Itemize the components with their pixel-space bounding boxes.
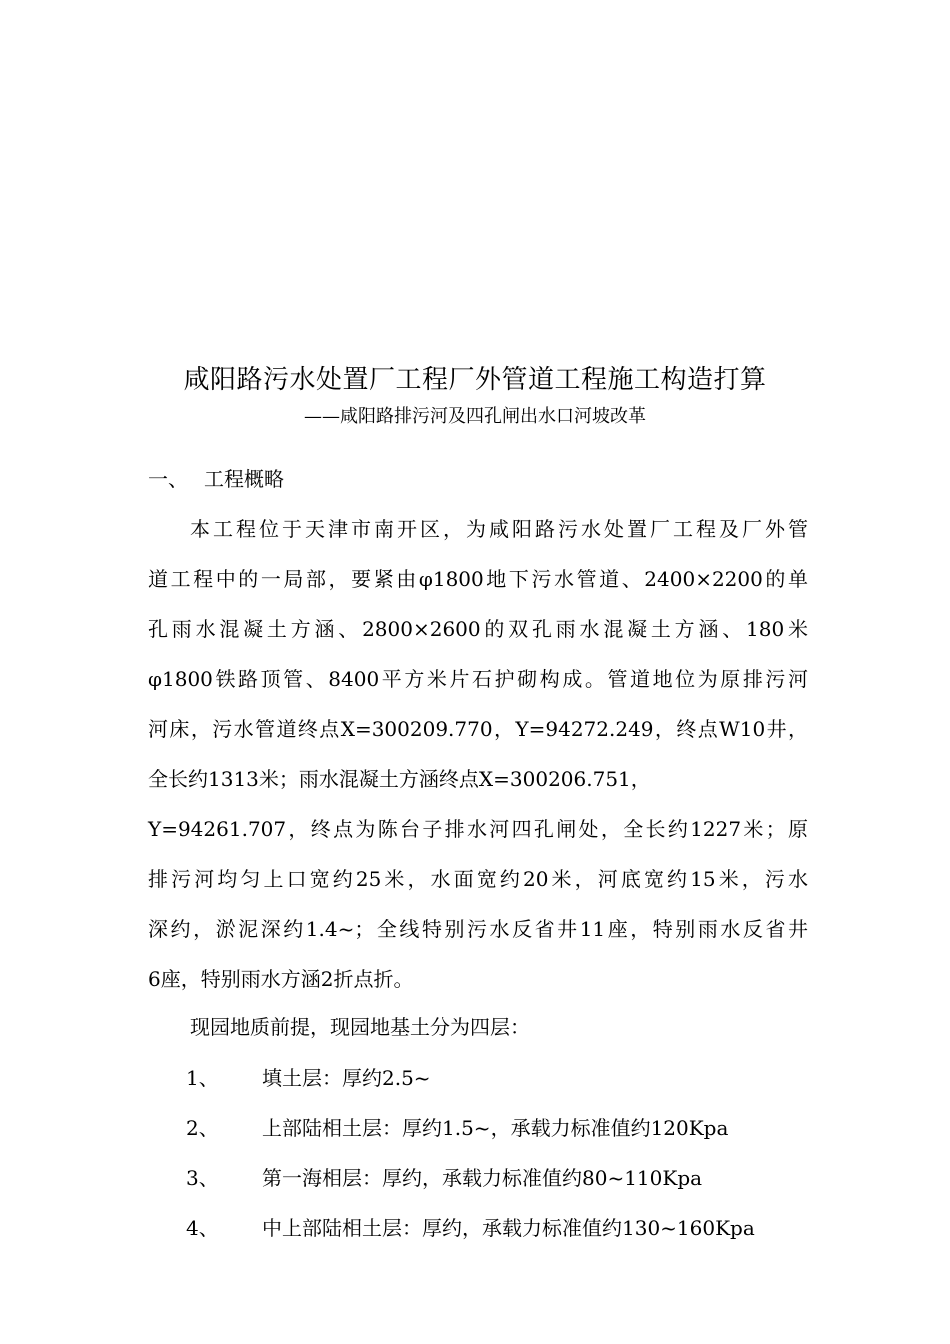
geology-intro: 现园地质前提，现园地基土分为四层：	[190, 1015, 530, 1039]
layer-text: 中上部陆相土层：厚约，承载力标准值约130~160Kpa	[262, 1216, 755, 1240]
paragraph-line: 孔雨水混凝土方涵、2800×2600的双孔雨水混凝土方涵、180米	[148, 617, 808, 641]
layer-item	[186, 1113, 728, 1143]
layer-item	[186, 1213, 755, 1243]
layer-item	[186, 1163, 702, 1193]
layer-text: 第一海相层：厚约，承载力标准值约80~110Kpa	[262, 1166, 703, 1190]
paragraph-line: 深约，淤泥深约1.4~；全线特别污水反省井11座，特别雨水反省井	[148, 917, 808, 941]
paragraph-line: 6座，特别雨水方涵2折点折。	[148, 967, 414, 991]
section-number: 一、	[148, 467, 188, 491]
paragraph-line: 道工程中的一局部，要紧由φ1800地下污水管道、2400×2200的单	[148, 567, 808, 591]
document-title: 咸阳路污水处置厂工程厂外管道工程施工构造打算	[183, 365, 767, 395]
paragraph-line: 排污河均匀上口宽约25米，水面宽约20米，河底宽约15米，污水	[148, 867, 808, 891]
section-heading	[148, 464, 284, 494]
layer-text: 上部陆相土层：厚约1.5~，承载力标准值约120Kpa	[262, 1116, 729, 1140]
paragraph-line: φ1800铁路顶管、8400平方米片石护砌构成。管道地位为原排污河	[148, 667, 808, 691]
layer-text: 填土层：厚约2.5~	[262, 1066, 431, 1090]
layer-number: 3、	[186, 1166, 219, 1190]
layer-number: 1、	[186, 1066, 219, 1090]
layer-number: 2、	[186, 1116, 219, 1140]
paragraph-line: 全长约1313米；雨水混凝土方涵终点X=300206.751，	[148, 767, 651, 791]
layer-item	[186, 1063, 431, 1093]
paragraph-line: 本工程位于天津市南开区，为咸阳路污水处置厂工程及厂外管	[190, 517, 808, 541]
paragraph-line: Y=94261.707，终点为陈台子排水河四孔闸处，全长约1227米；原	[148, 817, 808, 841]
document-subtitle: ——咸阳路排污河及四孔闸出水口河坡改革	[304, 406, 646, 427]
layer-number: 4、	[186, 1216, 219, 1240]
section-title: 工程概略	[204, 467, 284, 491]
paragraph-line: 河床，污水管道终点X=300209.770，Y=94272.249，终点W10井，	[148, 717, 808, 741]
